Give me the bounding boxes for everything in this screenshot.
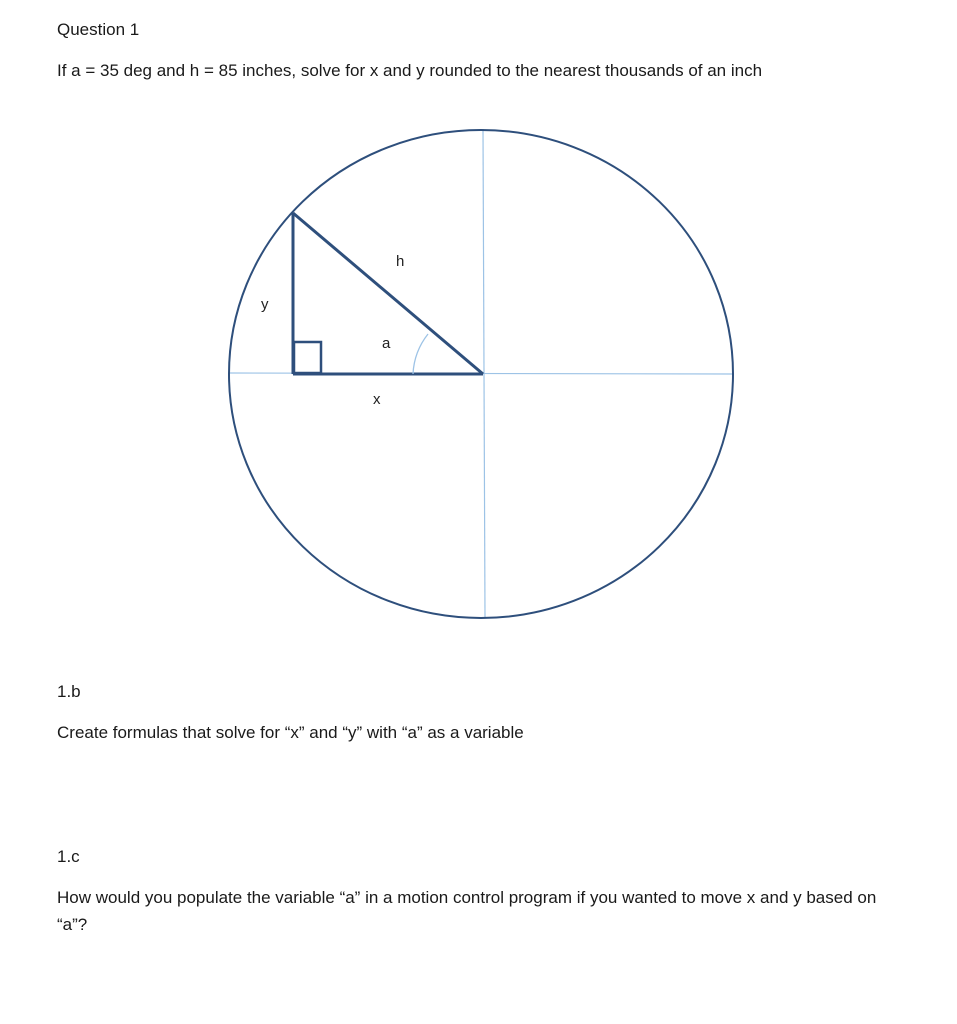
question-title: Question 1 xyxy=(57,20,140,39)
right-angle-marker xyxy=(294,342,321,373)
label-a: a xyxy=(382,335,391,352)
label-h: h xyxy=(396,253,405,270)
section-c-text: How would you populate the variable “a” in a motion control program if you wanted to move x and y based on “a”? xyxy=(57,888,882,934)
label-y: y xyxy=(261,296,269,313)
label-x: x xyxy=(373,391,381,408)
section-b-text: Create formulas that solve for “x” and “y” with “a” as a variable xyxy=(57,723,524,742)
question-prompt: If a = 35 deg and h = 85 inches, solve for x and y rounded to the nearest thousands of an inch xyxy=(57,61,763,80)
section-c-label: 1.c xyxy=(57,847,80,866)
angle-arc xyxy=(413,334,428,374)
section-b-label: 1.b xyxy=(57,682,81,701)
